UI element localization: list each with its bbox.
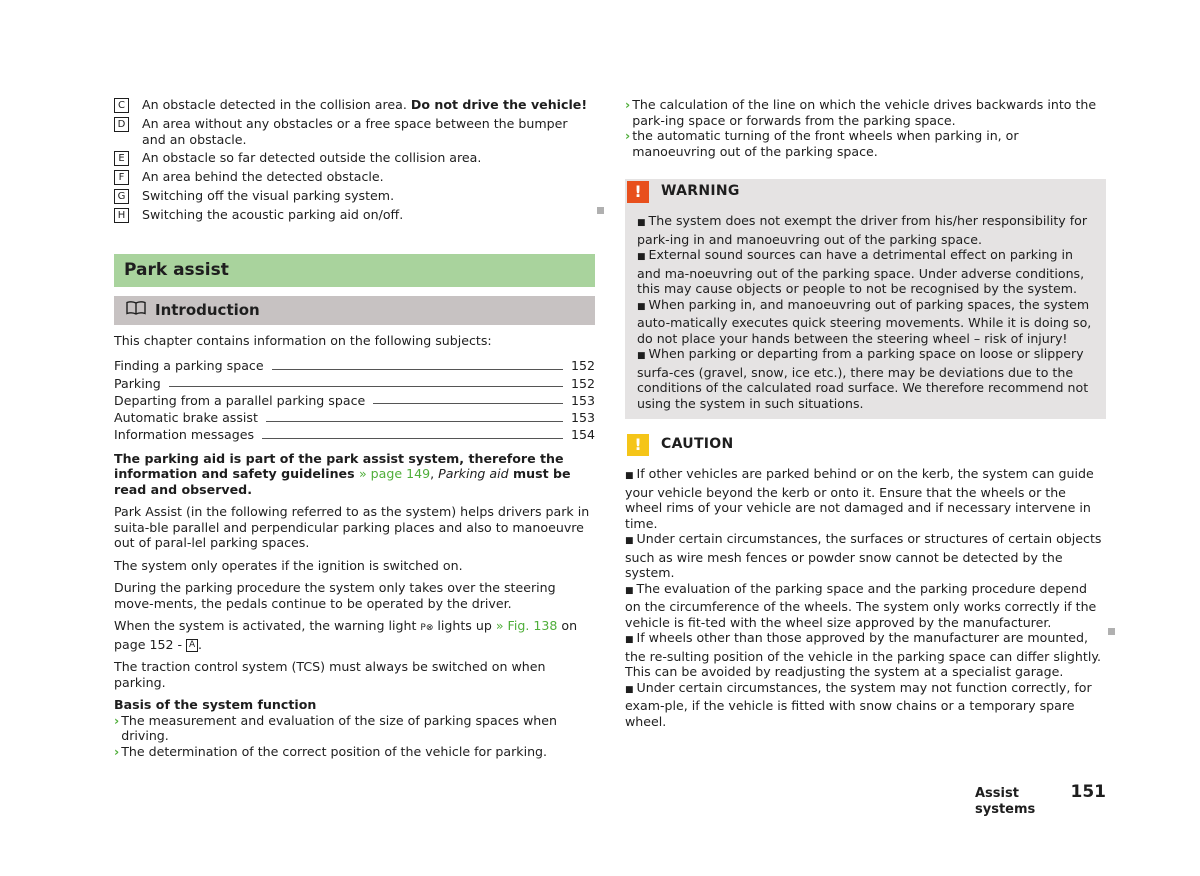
legend-key: H (114, 208, 129, 223)
legend-item (114, 150, 595, 166)
warning-icon: ! (627, 181, 649, 203)
legend-item (114, 188, 595, 204)
section-title: Park assist (114, 254, 595, 287)
right-column (625, 97, 1106, 729)
legend-key: D (114, 117, 129, 132)
warning-item: ■ External sound sources can have a detrimental effect on parking in and ma-noeuvring out of the parking space. Under adverse conditions, this may cause objects or people to not be recognised by the system. (637, 247, 1085, 296)
end-marker (1108, 628, 1115, 635)
paragraph-3: During the parking procedure the system only takes over the steering move-ments, the pedals continue to be operated by the driver. (114, 580, 556, 611)
legend-text: An area behind the detected obstacle. (142, 169, 384, 184)
legend-key: C (114, 98, 129, 113)
legend-text: Switching off the visual parking system. (142, 188, 395, 203)
legend-text: Switching the acoustic parking aid on/off. (142, 207, 404, 222)
footer-title: Assist systems (975, 786, 1036, 817)
legend-text: An obstacle so far detected outside the collision area. (142, 150, 482, 165)
legend-bold: Do not drive the vehicle! (410, 97, 588, 112)
list-item: › the automatic turning of the front wheels when parking in, or manoeuvring out of the parking space. (625, 128, 1019, 159)
caution-header (625, 432, 1106, 458)
legend-item (114, 169, 595, 185)
caution-item: ■ If wheels other than those approved by the manufacturer are mounted, the re-sulting position of the vehicle in the parking space can differ slightly. This can be avoided by readjusting the system at a specialist garage. (625, 630, 1101, 679)
toc-item[interactable]: Automatic brake assist 153 (114, 410, 595, 426)
caution-icon: ! (627, 434, 649, 456)
paragraph-1: Park Assist (in the following referred to as the system) helps drivers park in suita-ble parallel and perpendicular parking places and also to manoeuvre out of paral-lel parking spaces. (114, 504, 590, 551)
toc-item[interactable]: Parking 152 (114, 375, 595, 391)
subsection-title (114, 296, 595, 325)
warning-body (625, 205, 1106, 411)
legend-key: F (114, 170, 129, 185)
caution-item: ■ Under certain circumstances, the system may not function correctly, for exam-ple, if the vehicle is fitted with snow chains or a temporary spare wheel. (625, 679, 1092, 729)
warning-header (625, 179, 1106, 205)
arrow-icon: › (114, 712, 120, 728)
warning-item: ■ The system does not exempt the driver from his/her responsibility for park-ing in and manoeuvring out of the parking space. (637, 213, 1088, 247)
legend-key: G (114, 189, 129, 204)
caution-item: ■ The evaluation of the parking space and the parking procedure depend on the circumference of the wheels. The system only works correctly if the vehicle is fit-ted with the wheel size approved by the manufacturer. (625, 580, 1097, 630)
end-marker (597, 207, 604, 214)
callout-box: A (186, 639, 198, 652)
legend-item (114, 207, 595, 223)
figure-link[interactable]: » Fig. 138 (495, 618, 558, 634)
paragraph-4: When the system is activated, the warning light P⊗ lights up » Fig. 138 on page 152 - A . (114, 618, 578, 652)
legend-text: An area without any obstacles or a free space between the bumper and an obstacle. (142, 116, 568, 147)
arrow-icon: › (114, 743, 120, 759)
list-item: › The determination of the correct position of the vehicle for parking. (114, 743, 548, 759)
caution-item: ■ Under certain circumstances, the surfaces or structures of certain objects such as wire mesh fences or powder snow cannot be detected by the system. (625, 531, 1102, 580)
toc-item[interactable]: Departing from a parallel parking space 153 (114, 392, 595, 408)
left-column (114, 97, 595, 759)
book-icon (126, 296, 146, 325)
caution-body (625, 466, 1106, 729)
intro-text: This chapter contains information on the following subjects: (114, 333, 492, 348)
notice-paragraph: The parking aid is part of the park assist system, therefore the information and safety guidelines » page 149, Parking aid must be read and observed. (114, 450, 571, 497)
arrow-icon: › (625, 128, 631, 143)
paragraph-2: The system only operates if the ignition is switched on. (114, 557, 463, 573)
warning-item: ■ When parking in, and manoeuvring out of parking spaces, the system auto-matically executes quick steering movements. While it is doing so, do not place your hands between the steering wheel – risk of injury! (637, 296, 1092, 346)
list-item: › The measurement and evaluation of the size of parking spaces when driving. (114, 712, 557, 744)
paragraph-5: The traction control system (TCS) must always be switched on when parking. (114, 659, 546, 690)
caution-title: CAUTION (661, 436, 734, 453)
legend-list (114, 97, 595, 223)
warning-title: WARNING (661, 183, 740, 200)
caution-item: ■ If other vehicles are parked behind or on the kerb, the system can guide your vehicle beyond the kerb or onto it. Ensure that the wheels or the wheel rims of your vehicle are not damaged and if necessary intervene in time. (625, 466, 1094, 531)
warning-item: ■ When parking or departing from a parking space on loose or slippery surfa-ces (gravel, snow, ice etc.), there may be deviations due to the conditions of the calculated road surface. We therefore recommend not using the system in such situations. (637, 346, 1089, 411)
legend-item (114, 116, 595, 147)
legend-key: E (114, 151, 129, 166)
basis-heading: Basis of the system function (114, 697, 317, 713)
list-item: › The calculation of the line on which the vehicle drives backwards into the park-ing space or forwards from the parking space. (625, 97, 1097, 128)
park-assist-light-icon: P⊗ (420, 623, 434, 634)
legend-item (114, 97, 595, 113)
arrow-icon: › (625, 97, 631, 112)
warning-box (625, 179, 1106, 419)
page-number: 151 (1070, 782, 1106, 802)
legend-text: An obstacle detected in the collision area. (142, 97, 411, 112)
page-link[interactable]: » page 149 (358, 466, 431, 482)
toc-item[interactable]: Finding a parking space 152 (114, 358, 595, 374)
page-footer (975, 782, 1106, 817)
toc-list (114, 357, 595, 443)
subsection-label: Introduction (155, 301, 260, 319)
toc-item[interactable]: Information messages 154 (114, 427, 595, 443)
